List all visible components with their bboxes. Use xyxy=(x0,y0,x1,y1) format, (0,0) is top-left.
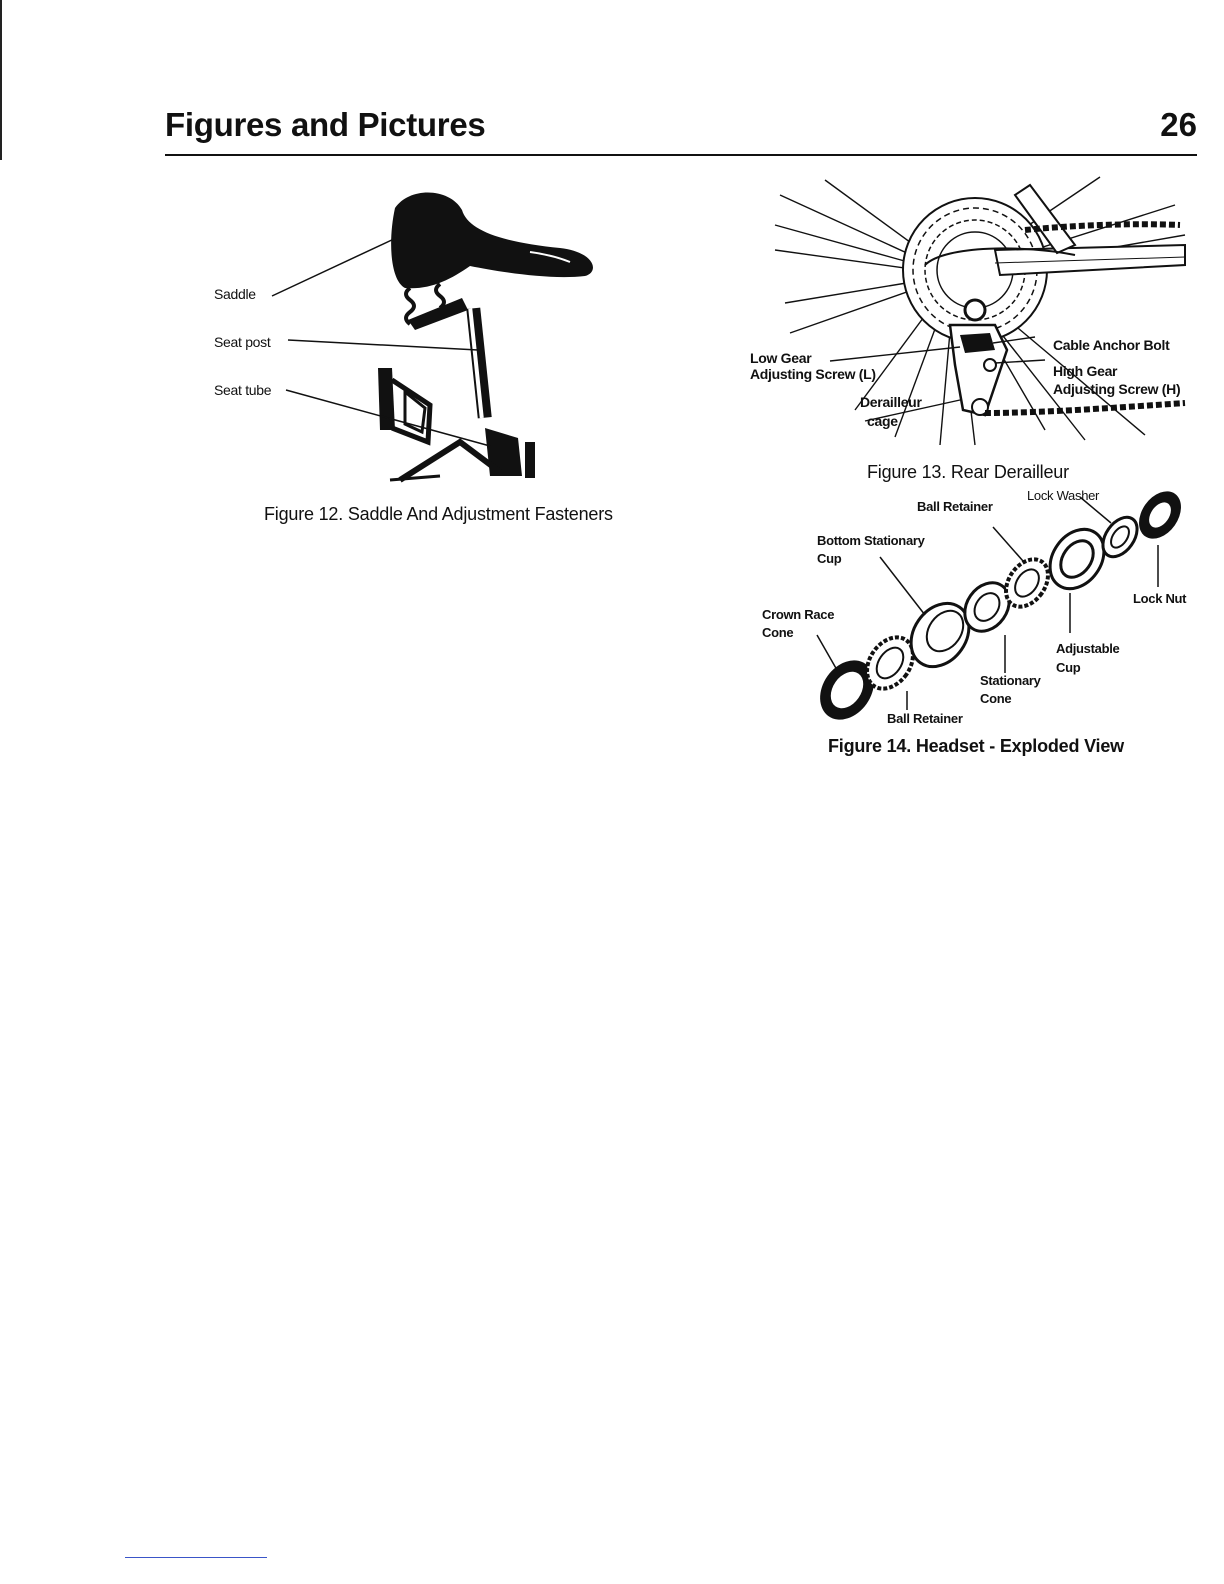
label-low-gear: Low Gear xyxy=(750,350,812,366)
rear-derailleur-illustration xyxy=(745,175,1200,455)
page-number: 26 xyxy=(1160,106,1197,143)
label-adjustable-cup-2: Cup xyxy=(1056,660,1081,675)
figure-14-caption: Figure 14. Headset - Exploded View xyxy=(828,736,1124,756)
label-ball-retainer-bottom: Ball Retainer xyxy=(887,711,963,726)
label-seat-post: Seat post xyxy=(214,334,271,350)
label-lock-nut: Lock Nut xyxy=(1133,591,1187,606)
label-saddle: Saddle xyxy=(214,286,256,302)
label-high-gear: High Gear xyxy=(1053,363,1118,379)
label-derailleur-cage: cage xyxy=(867,413,898,429)
page-header xyxy=(165,104,1197,156)
label-stationary-cone-2: Cone xyxy=(980,691,1012,706)
figure-12 xyxy=(200,180,680,540)
label-high-gear-screw: Adjusting Screw (H) xyxy=(1053,381,1181,397)
figure-13-caption: Figure 13. Rear Derailleur xyxy=(867,462,1069,482)
label-seat-tube: Seat tube xyxy=(214,382,272,398)
label-crown-race-cone-2: Cone xyxy=(762,625,794,640)
label-cable-anchor-bolt: Cable Anchor Bolt xyxy=(1053,337,1170,353)
footer-rule xyxy=(125,1557,267,1558)
label-ball-retainer-top: Ball Retainer xyxy=(917,499,993,514)
label-derailleur: Derailleur xyxy=(860,394,922,410)
figure-13 xyxy=(745,175,1200,485)
label-adjustable-cup: Adjustable xyxy=(1056,641,1120,656)
figure-14 xyxy=(755,485,1210,770)
label-bottom-stationary-cup: Bottom Stationary xyxy=(817,533,925,548)
page-title: Figures and Pictures xyxy=(165,106,486,143)
saddle-illustration xyxy=(200,180,680,490)
label-stationary-cone: Stationary xyxy=(980,673,1041,688)
figure-12-caption: Figure 12. Saddle And Adjustment Fasteners xyxy=(264,504,613,524)
label-crown-race-cone: Crown Race xyxy=(762,607,835,622)
label-bottom-stationary-cup-2: Cup xyxy=(817,551,842,566)
page-edge-mark xyxy=(0,0,2,160)
label-low-gear-screw: Adjusting Screw (L) xyxy=(750,366,876,382)
label-lock-washer: Lock Washer xyxy=(1027,488,1100,503)
